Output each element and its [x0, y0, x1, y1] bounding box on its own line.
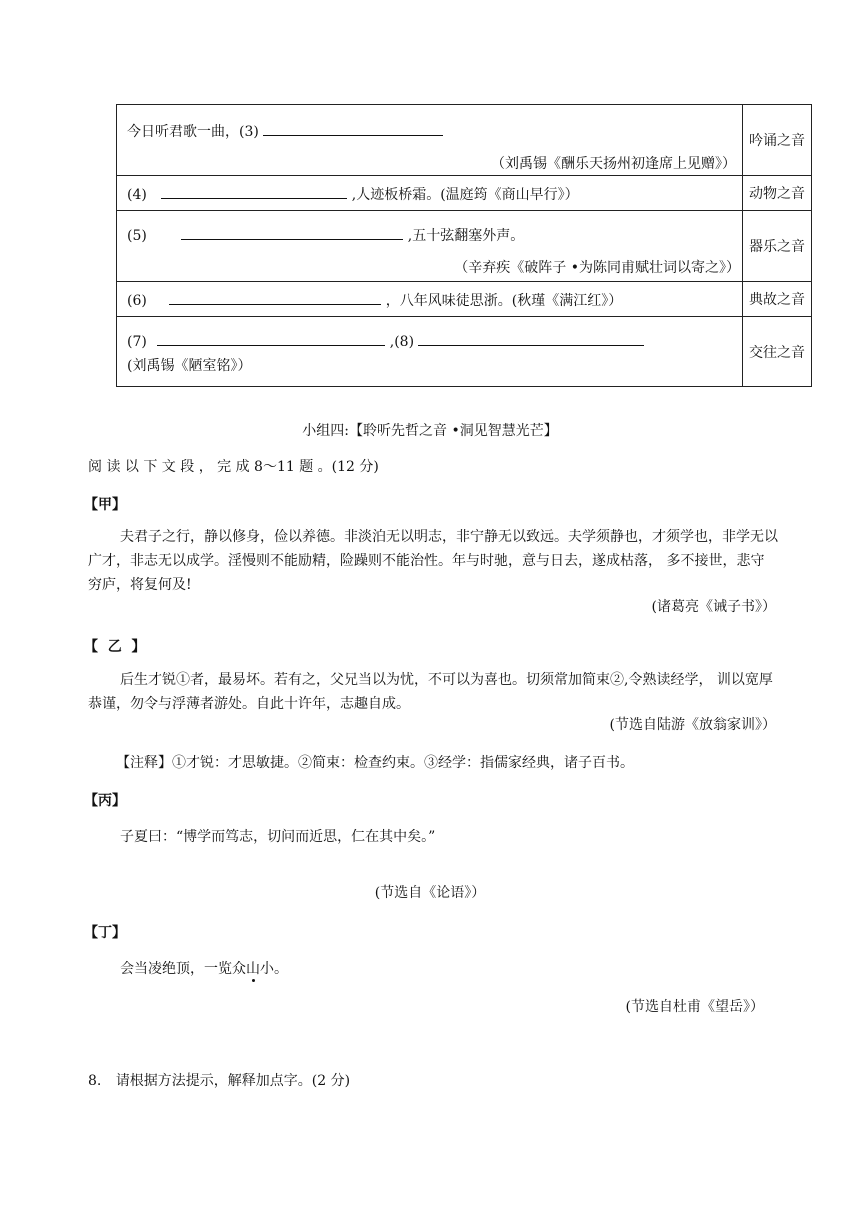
row3-source: （辛弃疾《破阵子 •为陈同甫赋壮词以寄之》） — [454, 260, 740, 276]
answer-blank-6[interactable] — [169, 290, 381, 305]
question-text: 请根据方法提示，解释加点字。(2 分) — [115, 1073, 351, 1089]
passage-yi: 后生才锐①者，最易坏。若有之，父兄当以为忧，不可以为喜也。切须常加简束②,令熟读经学， 训以宽厚恭谨，勿令与浮薄者游处。自此十许年，志趣自成。 — [88, 672, 773, 712]
row3-after: ,五十弦翻塞外声。 — [407, 228, 525, 244]
dotted-character: 山 — [246, 961, 260, 977]
question-8 — [88, 1070, 350, 1090]
poem-table — [116, 104, 812, 387]
row5-source: (刘禹锡《陋室铭》） — [127, 358, 252, 374]
source-ding: (节选自杜甫《望岳》） — [625, 999, 764, 1015]
answer-blank-3[interactable] — [263, 121, 443, 136]
table-row — [117, 211, 812, 282]
label-bing: 【丙】 — [84, 793, 126, 809]
row4-before: (6) — [127, 293, 147, 309]
question-number: 8. — [88, 1073, 102, 1089]
row3-before: (5) — [127, 228, 147, 244]
poem-cell — [117, 105, 743, 176]
source-jia: (诸葛亮《诫子书》） — [651, 599, 776, 615]
label-yi: 【 乙 】 — [84, 639, 146, 655]
row4-after: ，八年风味徒思浙。(秋瑾《满江红》） — [385, 293, 623, 309]
group-title: 小组四:【聆听先哲之音 •洞见智慧光芒】 — [302, 423, 558, 439]
answer-blank-7[interactable] — [157, 331, 385, 346]
poem-cell — [117, 211, 743, 282]
source-yi: (节选自陆游《放翁家训》） — [609, 717, 776, 733]
table-row — [117, 176, 812, 211]
answer-blank-4[interactable] — [161, 184, 347, 199]
passage-jia: 夫君子之行，静以修身，俭以养德。非淡泊无以明志，非宁静无以致远。夫学须静也，才须学也，非学无以广才，非志无以成学。淫慢则不能励精，险躁则不能治性。年与时驰，意与日去，遂成枯落， 多不接世，悲守穷庐，将复何及! — [88, 529, 778, 593]
row2-after: ,人迹板桥霜。(温庭筠《商山早行》） — [351, 187, 579, 203]
category-cell: 典故之音 — [743, 282, 812, 317]
row5-middle: ,(8) — [389, 334, 415, 350]
ding-text-after: 小。 — [260, 961, 288, 977]
poem-cell — [117, 317, 743, 387]
passage-bing: 子夏曰：“博学而笃志，切问而近思，仁在其中矣。” — [120, 829, 436, 845]
source-bing: (节选自《论语》） — [374, 885, 486, 901]
category-cell: 动物之音 — [743, 176, 812, 211]
ding-text-before: 会当凌绝顶，一览众 — [120, 961, 246, 977]
row5-before: (7) — [127, 334, 147, 350]
poem-cell — [117, 282, 743, 317]
category-cell: 吟诵之音 — [743, 105, 812, 176]
answer-blank-8[interactable] — [418, 331, 644, 346]
category-cell: 交往之音 — [743, 317, 812, 387]
poem-cell — [117, 176, 743, 211]
label-jia: 【甲】 — [84, 497, 126, 513]
passage-ding — [120, 958, 288, 978]
table-row — [117, 282, 812, 317]
category-cell: 器乐之音 — [743, 211, 812, 282]
table-row — [117, 105, 812, 176]
row1-before: 今日听君歌一曲，(3) — [127, 124, 259, 140]
annotation-note: 【注释】①才锐：才思敏捷。②简束：检查约束。③经学：指儒家经典，诸子百书。 — [116, 755, 634, 771]
table-row — [117, 317, 812, 387]
row2-before: (4) — [127, 187, 147, 203]
label-ding: 【丁】 — [84, 925, 126, 941]
answer-blank-5[interactable] — [181, 225, 403, 240]
row1-source: （刘禹锡《酬乐天扬州初逢席上见赠》） — [491, 156, 736, 172]
reading-instruction: 阅 读 以 下 文 段 ， 完 成 8～11 题 。(12 分) — [88, 459, 379, 475]
